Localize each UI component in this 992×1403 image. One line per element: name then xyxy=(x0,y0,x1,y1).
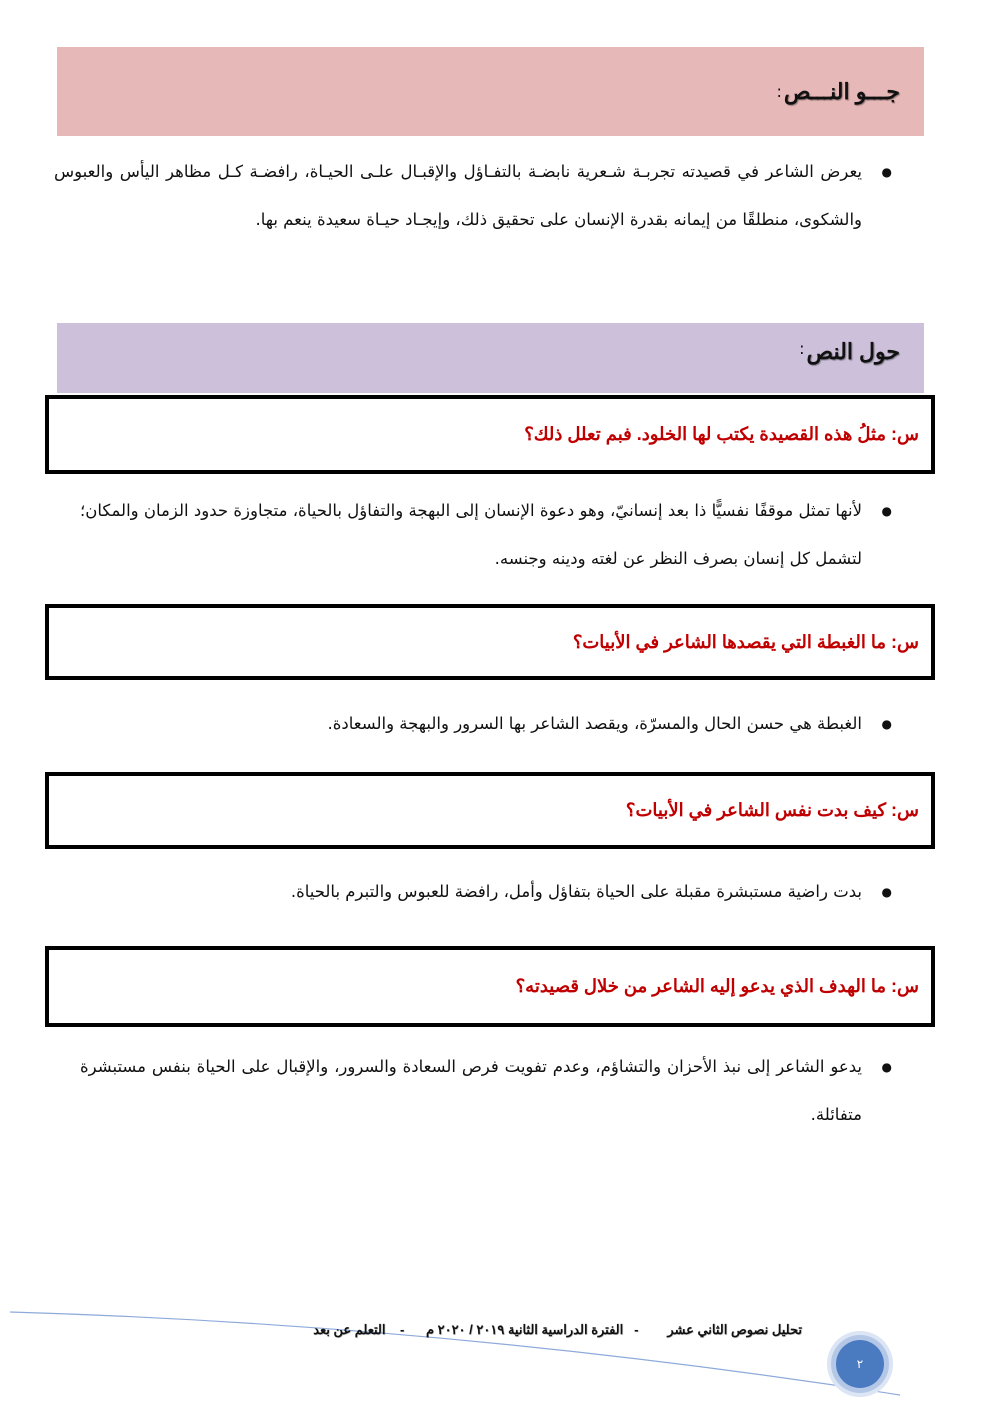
answer-text-1: لأنها تمثل موقفًا نفسيًّا ذا بعد إنسانيّ، وهو دعوة الإنسان إلى البهجة والتفاؤل بالحياة، متجاوزة حدود الزمان والمكان؛ لتشمل كل إنسان بصرف النظر عن لغته ودينه وجنسه. xyxy=(80,501,862,568)
answer-text-4: يدعو الشاعر إلى نبذ الأحزان والتشاؤم، وعدم تفويت فرص السعادة والسرور، والإقبال على الحياة بنفس مستبشرة متفائلة. xyxy=(80,1057,862,1124)
bullet-icon: ● xyxy=(881,717,892,731)
question-text-1: س: مثلُ هذه القصيدة يكتب لها الخلود. فبم تعلل ذلك؟ xyxy=(524,424,919,444)
footer-text: تحليل نصوص الثاني عشر - الفترة الدراسية الثانية ٢٠١٩ / ٢٠٢٠ م - التعلم عن بعد xyxy=(313,1322,802,1337)
bullet-icon: ● xyxy=(881,504,892,518)
question-text-2: س: ما الغبطة التي يقصدها الشاعر في الأبيات؟ xyxy=(572,631,919,652)
about-colon: : xyxy=(799,339,805,358)
bullet-icon: ● xyxy=(881,1060,892,1074)
answer-text-3: بدت راضية مستبشرة مقبلة على الحياة بتفاؤل وأمل، رافضة للعبوس والتبرم بالحياة. xyxy=(290,882,862,901)
question-text-4: س: ما الهدف الذي يدعو إليه الشاعر من خلال قصيدته؟ xyxy=(515,976,919,996)
bullet-icon: ● xyxy=(881,885,892,899)
page-number: ٢ xyxy=(856,1357,864,1371)
question-text-3: س: كيف بدت نفس الشاعر في الأبيات؟ xyxy=(625,800,919,820)
bullet-icon: ● xyxy=(881,165,892,179)
answer-text-2: الغبطة هي حسن الحال والمسرّة، ويقصد الشاعر بها السرور والبهجة والسعادة. xyxy=(327,714,862,733)
atmosphere-colon: : xyxy=(776,82,782,101)
about-title: حول النص xyxy=(806,339,900,364)
atmosphere-title: جـــو النـــص xyxy=(783,78,900,104)
atmosphere-text: يعرض الشاعر في قصيدته تجربـة شـعرية نابضـة بالتفـاؤل والإقبـال علـى الحيـاة، رافضـة كـل مظاهر اليأس والعبوس والشكوى، منطلقًا من إيمانه بقدرة الإنسان على تحقيق ذلك، وإيجـاد حيـاة سعيدة ينعم بها. xyxy=(54,162,862,229)
